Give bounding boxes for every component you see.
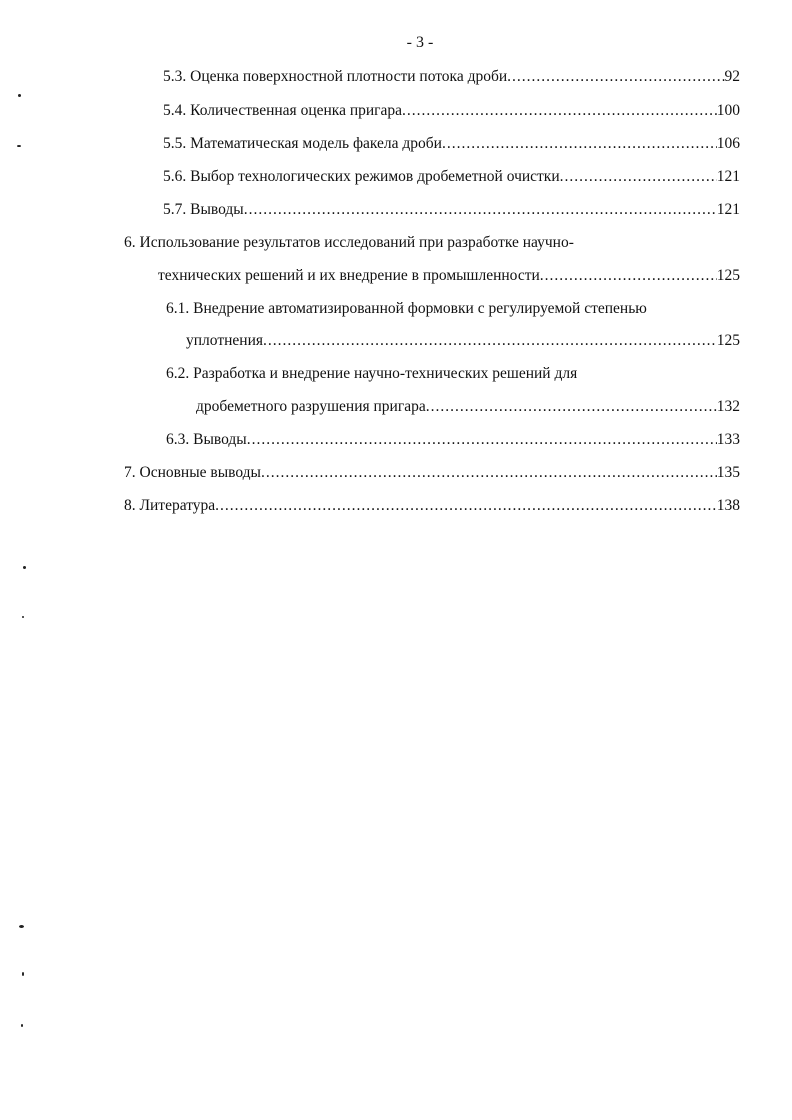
toc-entry-title: 6.1. Внедрение автоматизированной формовки с регулируемой степенью <box>166 300 647 317</box>
scan-speck <box>22 972 24 976</box>
toc-page-number: 138 <box>716 497 740 514</box>
toc-entry-title: 5.5. Математическая модель факела дроби <box>163 135 442 152</box>
toc-page-number: 92 <box>724 68 740 85</box>
toc-entry-5-5[interactable] <box>163 133 740 155</box>
toc-page-number: 125 <box>716 332 740 349</box>
scan-speck <box>21 1024 23 1027</box>
scan-speck <box>17 145 21 147</box>
toc-entry-title: дробеметного разрушения пригара <box>196 398 426 415</box>
toc-leader-dots <box>263 330 717 352</box>
scan-speck <box>23 566 26 569</box>
toc-entry-6-2-line2[interactable] <box>196 396 740 418</box>
toc-page-number: 135 <box>716 464 740 481</box>
toc-entry-title: 6.2. Разработка и внедрение научно-технических решений для <box>166 365 578 382</box>
toc-page-number: 100 <box>716 102 740 119</box>
toc-entry-6-1-line2[interactable] <box>186 330 740 352</box>
toc-entry-6-line1[interactable] <box>124 232 740 254</box>
toc-entry-title: 5.6. Выбор технологических режимов дробеметной очистки <box>163 168 560 185</box>
toc-entry-6-line2[interactable] <box>158 265 740 287</box>
toc-leader-dots <box>426 396 717 418</box>
toc-entry-6-3[interactable] <box>166 429 740 451</box>
toc-entry-5-7[interactable] <box>163 199 740 221</box>
toc-leader-dots <box>261 462 717 484</box>
toc-leader-dots <box>247 429 717 451</box>
toc-entry-5-3[interactable] <box>163 66 740 88</box>
scan-speck <box>22 616 24 618</box>
toc-entry-title: 8. Литература <box>124 497 216 514</box>
page-number: - 3 - <box>406 34 434 51</box>
toc-leader-dots <box>402 100 717 122</box>
toc-page-number: 121 <box>716 201 740 218</box>
toc-entry-title: 6.3. Выводы <box>166 431 247 448</box>
toc-leader-dots <box>215 495 717 517</box>
toc-entry-5-4[interactable] <box>163 100 740 122</box>
toc-page-number: 125 <box>716 267 740 284</box>
toc-entry-title: 5.7. Выводы <box>163 201 244 218</box>
toc-entry-6-2-line1[interactable] <box>166 363 740 385</box>
toc-entry-title: 5.4. Количественная оценка пригара <box>163 102 403 119</box>
toc-entry-title: 7. Основные выводы <box>124 464 261 481</box>
toc-entry-8[interactable] <box>124 495 740 517</box>
toc-entry-title: технических решений и их внедрение в промышленности <box>158 267 540 284</box>
toc-leader-dots <box>442 133 717 155</box>
toc-leader-dots <box>540 265 717 287</box>
toc-page-number: 106 <box>716 135 740 152</box>
toc-entry-title: 5.3. Оценка поверхностной плотности потока дроби <box>163 68 508 85</box>
scan-speck <box>19 925 24 928</box>
toc-leader-dots <box>560 166 717 188</box>
toc-entry-5-6[interactable] <box>163 166 740 188</box>
toc-entry-6-1-line1[interactable] <box>166 298 740 320</box>
toc-page-number: 121 <box>716 168 740 185</box>
toc-entry-7[interactable] <box>124 462 740 484</box>
toc-page-number: 133 <box>716 431 740 448</box>
scan-speck <box>18 94 21 97</box>
toc-leader-dots <box>507 66 724 88</box>
toc-leader-dots <box>244 199 717 221</box>
toc-entry-title: уплотнения <box>186 332 263 349</box>
toc-page-number: 132 <box>716 398 740 415</box>
toc-entry-title: 6. Использование результатов исследований при разработке научно- <box>124 234 574 251</box>
